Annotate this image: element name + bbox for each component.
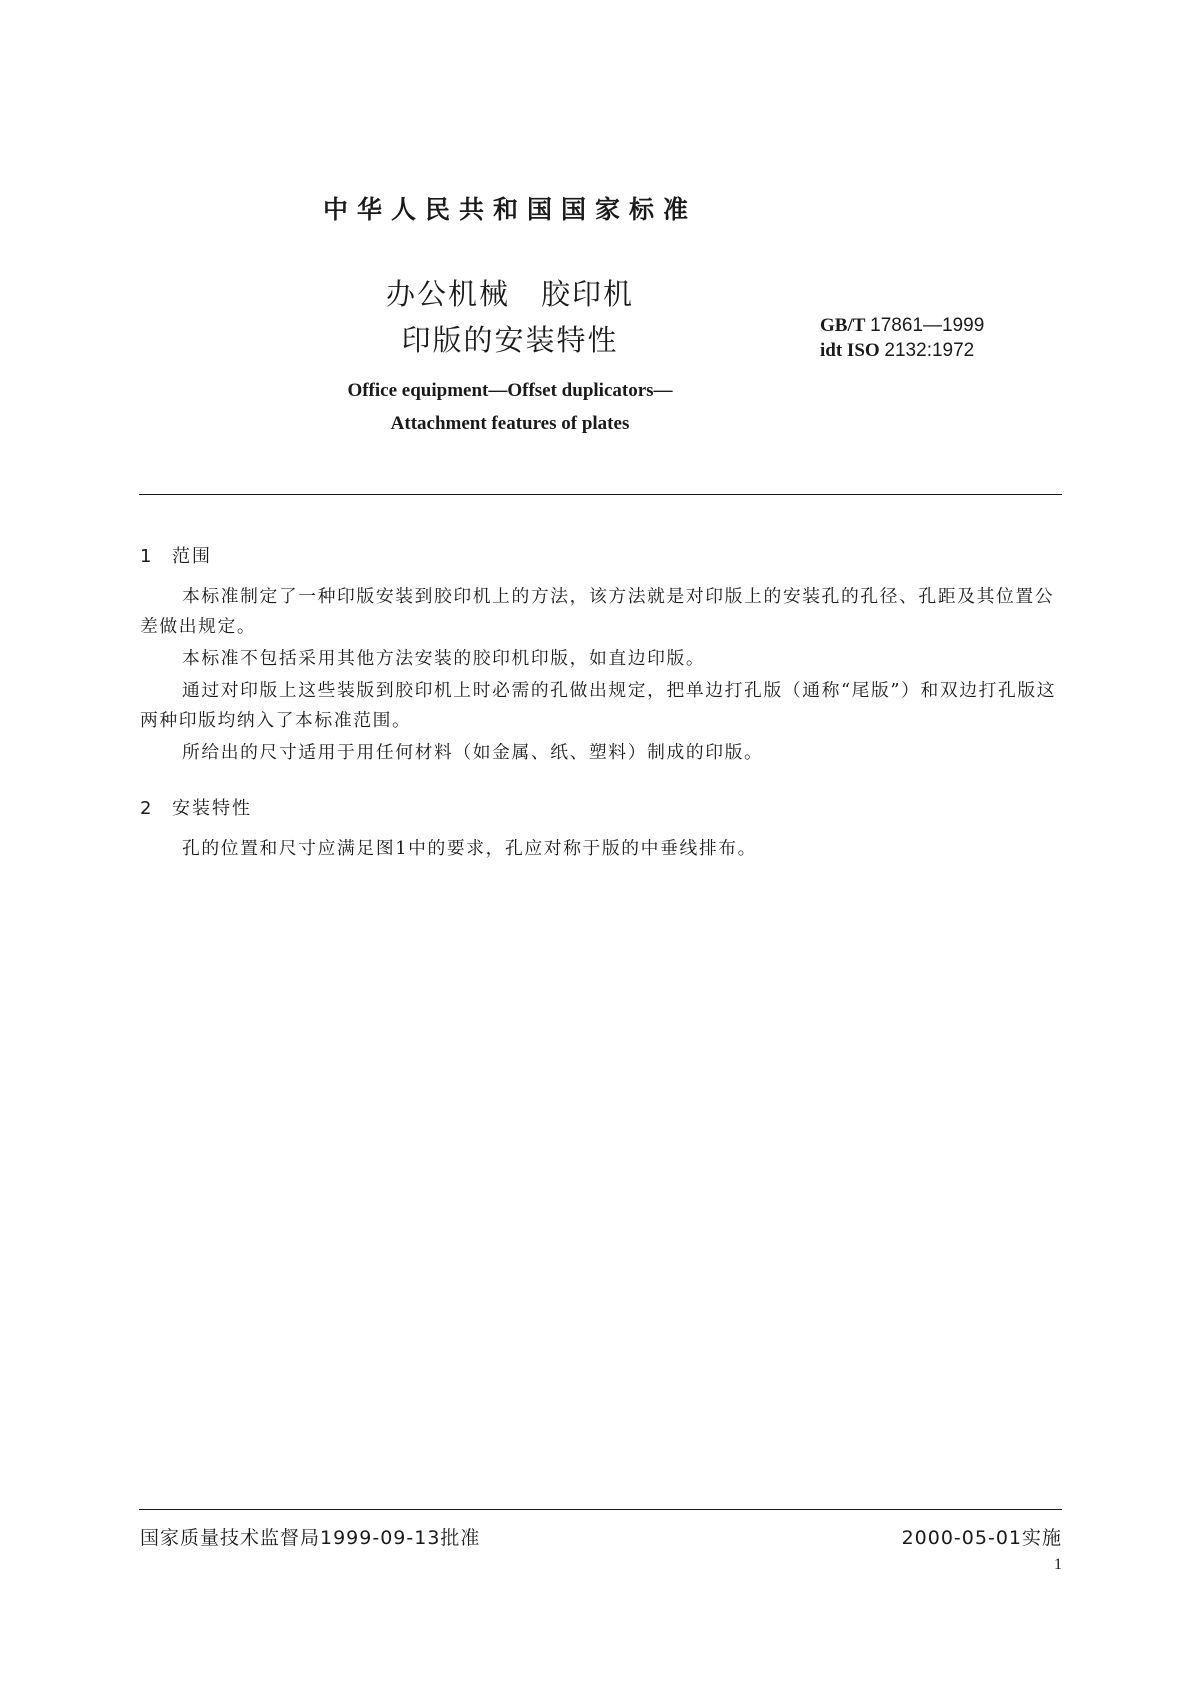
standard-number-prefix: GB/T	[820, 315, 866, 336]
title-en-line1: Office equipment—Offset duplicators—	[347, 380, 673, 401]
section-title: 范围	[172, 546, 212, 567]
idt-reference	[820, 338, 984, 363]
section-number: 2	[140, 798, 152, 819]
title-en-line2: Attachment features of plates	[390, 413, 630, 434]
section-title: 安装特性	[172, 798, 252, 819]
paragraph: 孔的位置和尺寸应满足图1中的要求，孔应对称于版的中垂线排布。	[182, 838, 757, 859]
section-number: 1	[140, 546, 152, 567]
title-cn-line1: 办公机械 胶印机	[385, 277, 634, 311]
footer-divider	[139, 1509, 1062, 1510]
paragraph: 本标准不包括采用其他方法安装的胶印机印版，如直边印版。	[182, 648, 706, 669]
section-heading	[140, 794, 252, 820]
standard-code-block	[820, 313, 984, 363]
section-heading	[140, 542, 212, 568]
standard-number-value: 17861—1999	[870, 315, 985, 336]
paragraph: 通过对印版上这些装版到胶印机上时必需的孔做出规定，把单边打孔版（通称“尾版”）和双边打孔版这两种印版均纳入了本标准范围。	[140, 680, 1057, 731]
standard-number	[820, 313, 984, 338]
approval-date: 国家质量技术监督局1999-09-13批准	[140, 1527, 481, 1549]
header-divider	[139, 494, 1062, 495]
implementation-date: 2000-05-01实施	[901, 1527, 1062, 1549]
paragraph: 本标准制定了一种印版安装到胶印机上的方法，该方法就是对印版上的安装孔的孔径、孔距及其位置公差做出规定。	[140, 586, 1055, 637]
idt-number: 2132:1972	[884, 340, 975, 361]
national-standard-heading: 中华人民共和国国家标准	[322, 195, 697, 224]
title-cn-line2: 印版的安装特性	[401, 323, 619, 357]
page-number: 1	[1054, 1556, 1062, 1573]
idt-prefix: idt ISO	[820, 340, 880, 361]
paragraph: 所给出的尺寸适用于用任何材料（如金属、纸、塑料）制成的印版。	[182, 742, 764, 763]
